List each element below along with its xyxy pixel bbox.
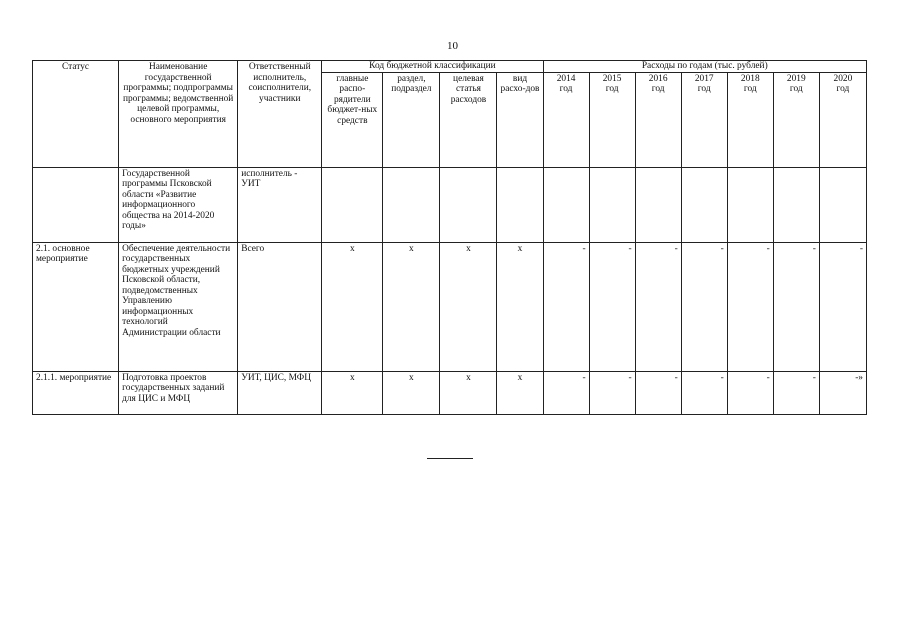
page-number: 10 (447, 40, 458, 52)
cell-value: - (773, 242, 819, 371)
cell-name: Государственной программы Псковской области «Развитие информационного общества на 2014-2020 годы» (119, 167, 238, 242)
cell-code: х (383, 371, 440, 414)
cell-value: - (727, 371, 773, 414)
table-row (33, 371, 867, 414)
cell-value: - (727, 242, 773, 371)
cell-value (773, 167, 819, 242)
cell-value (543, 167, 589, 242)
header-target-item: целевая статья расходов (440, 72, 497, 167)
cell-value: - (543, 242, 589, 371)
header-year-2014: 2014 год (543, 72, 589, 167)
cell-value (635, 167, 681, 242)
header-program-name: Наименование государственной программы; подпрограммы программы; ведомственной целевой программы, основного мероприятия (119, 61, 238, 168)
header-row-top (33, 61, 867, 73)
cell-code: х (322, 242, 383, 371)
cell-code (440, 167, 497, 242)
cell-value: - (589, 371, 635, 414)
header-year-2020: 2020 год (819, 72, 866, 167)
cell-code: х (497, 242, 543, 371)
end-separator-line (427, 458, 473, 459)
cell-code (383, 167, 440, 242)
cell-value: - (819, 242, 866, 371)
header-expenses: Расходы по годам (тыс. рублей) (543, 61, 866, 73)
budget-table (32, 60, 867, 415)
header-year-2016: 2016 год (635, 72, 681, 167)
cell-code: х (322, 371, 383, 414)
cell-status: 2.1.1. мероприятие (33, 371, 119, 414)
cell-responsible: исполнитель - УИТ (238, 167, 322, 242)
header-section: раздел, подраздел (383, 72, 440, 167)
cell-responsible: УИТ, ЦИС, МФЦ (238, 371, 322, 414)
header-status: Статус (33, 61, 119, 168)
header-chief-managers: главные распо-рядители бюджет-ных средств (322, 72, 383, 167)
header-year-2017: 2017 год (681, 72, 727, 167)
header-responsible: Ответственный исполнитель, соисполнители, участники (238, 61, 322, 168)
cell-value (589, 167, 635, 242)
cell-value (727, 167, 773, 242)
cell-value: - (543, 371, 589, 414)
cell-name: Обеспечение деятельности государственных бюджетных учреждений Псковской области, подведомственных Управлению информационных технологий Администрации области (119, 242, 238, 371)
cell-value (681, 167, 727, 242)
cell-responsible: Всего (238, 242, 322, 371)
cell-code: х (383, 242, 440, 371)
cell-value: - (589, 242, 635, 371)
cell-code: х (440, 242, 497, 371)
cell-value: - (773, 371, 819, 414)
cell-value: - (681, 371, 727, 414)
cell-status (33, 167, 119, 242)
cell-value: -» (819, 371, 866, 414)
cell-value: - (681, 242, 727, 371)
header-year-2018: 2018 год (727, 72, 773, 167)
cell-value: - (635, 371, 681, 414)
cell-code (497, 167, 543, 242)
header-year-2015: 2015 год (589, 72, 635, 167)
cell-value: - (635, 242, 681, 371)
cell-code (322, 167, 383, 242)
cell-code: х (440, 371, 497, 414)
cell-value (819, 167, 866, 242)
header-expense-type: вид расхо-дов (497, 72, 543, 167)
table-row (33, 167, 867, 242)
table-row (33, 242, 867, 371)
cell-status: 2.1. основное мероприятие (33, 242, 119, 371)
cell-code: х (497, 371, 543, 414)
header-year-2019: 2019 год (773, 72, 819, 167)
header-budget-code: Код бюджетной классификации (322, 61, 543, 73)
cell-name: Подготовка проектов государственных заданий для ЦИС и МФЦ (119, 371, 238, 414)
